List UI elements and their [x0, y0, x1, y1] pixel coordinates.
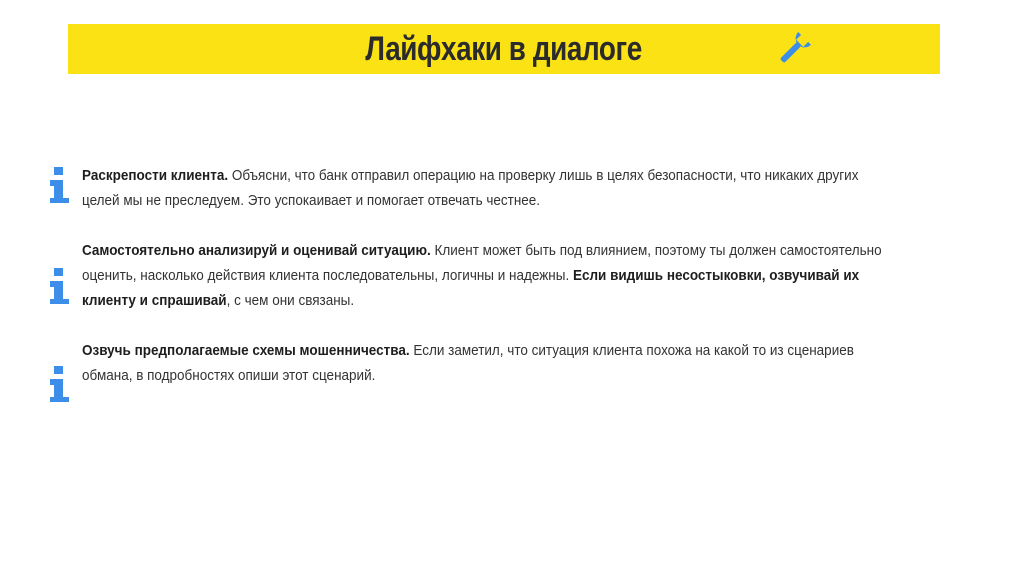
- info-icon: [48, 167, 70, 203]
- item-bold: Самостоятельно анализируй и оценивай ситуацию.: [82, 242, 431, 259]
- item-bold: Озвучь предполагаемые схемы мошенничества.: [82, 342, 410, 359]
- item-body: Клиент может быть под влиянием, поэтому ты должен самостоятельно оценить, насколько действия клиента последовательны, логичны и надежны.: [82, 242, 882, 284]
- item-body-2: , с чем они связаны.: [226, 292, 355, 309]
- list-item-text: [82, 238, 982, 313]
- item-body: Если заметил, что ситуация клиента похожа на какой то из сценариев обмана, в подробностях опиши этот сценарий.: [82, 342, 854, 384]
- info-icon: [48, 268, 70, 304]
- list-item-text: [82, 338, 982, 388]
- info-icon: [48, 366, 70, 402]
- item-body: Объясни, что банк отправил операцию на проверку лишь в целях безопасности, что никаких других целей мы не преследуем. Это успокаивает и помогает отвечать честнее.: [82, 167, 859, 209]
- item-bold-2: Если видишь несостыковки, озвучивай их клиенту и спрашивай: [82, 267, 860, 309]
- wrench-icon: [774, 32, 814, 66]
- list-item-text: [82, 163, 982, 213]
- title-banner: [68, 24, 940, 74]
- item-bold: Раскрепости клиента.: [82, 167, 229, 184]
- page-title: Лайфхаки в диалоге: [365, 29, 643, 68]
